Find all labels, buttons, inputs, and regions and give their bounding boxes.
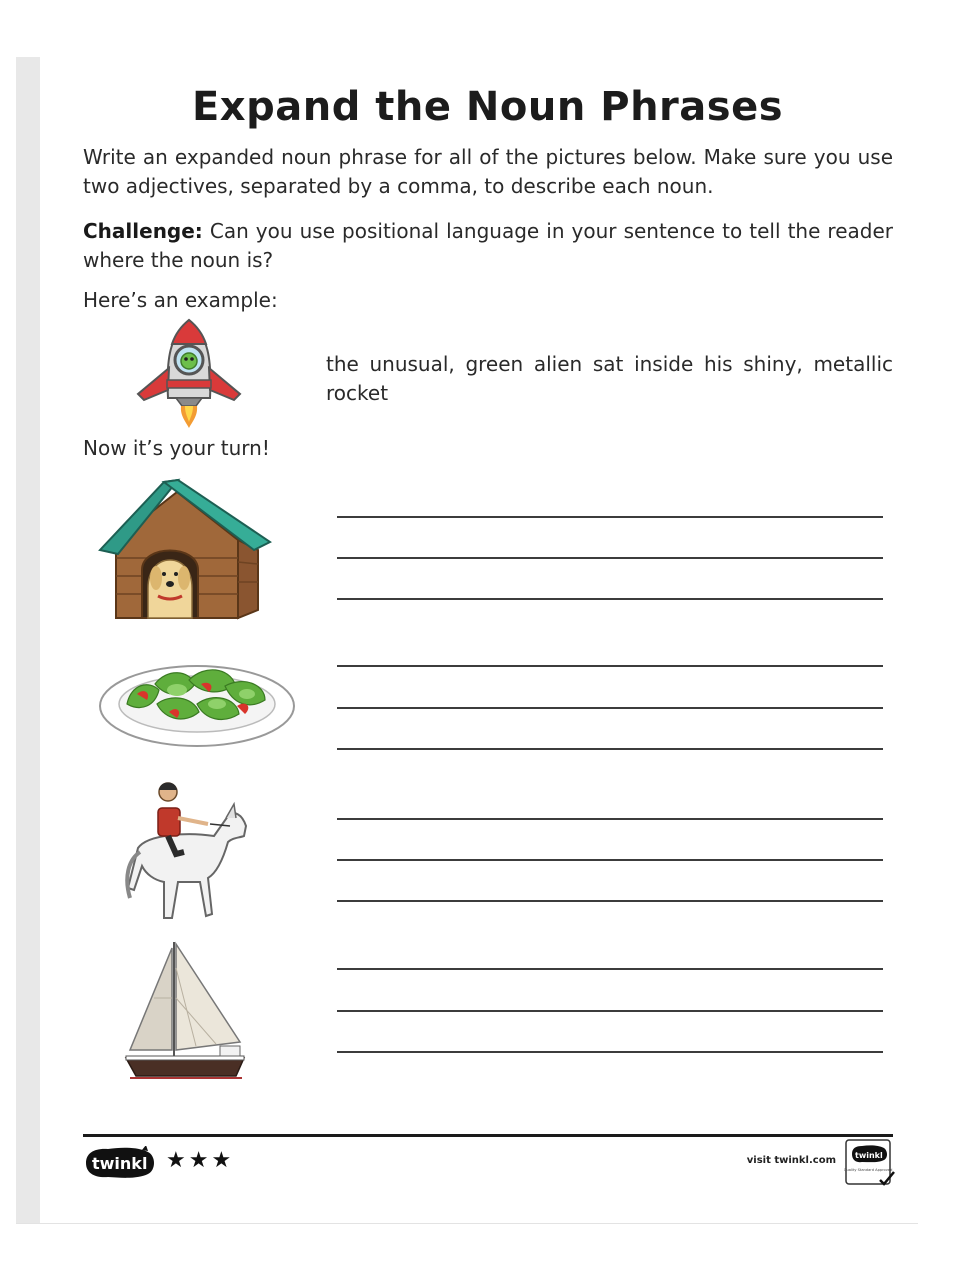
svg-text:twinkl: twinkl [92, 1154, 148, 1173]
challenge-text [83, 217, 893, 275]
svg-text:Quality Standard Approved: Quality Standard Approved [844, 1168, 893, 1172]
page-edge [16, 57, 40, 1223]
quality-badge [844, 1138, 896, 1188]
difficulty-stars: ★★★ [166, 1148, 235, 1173]
writing-line[interactable] [337, 900, 883, 902]
example-sentence: the unusual, green alien sat inside his shiny, metallic rocket [326, 352, 893, 405]
turn-label: Now it’s your turn! [83, 436, 270, 460]
challenge-label: Challenge: [83, 219, 203, 243]
writing-line[interactable] [337, 665, 883, 667]
writing-line[interactable] [337, 859, 883, 861]
horse-rider-icon [118, 778, 250, 928]
writing-line[interactable] [337, 516, 883, 518]
svg-text:twinkl: twinkl [855, 1151, 883, 1160]
writing-line[interactable] [337, 598, 883, 600]
writing-line[interactable] [337, 818, 883, 820]
writing-line[interactable] [337, 1010, 883, 1012]
writing-line[interactable] [337, 557, 883, 559]
challenge-question: Can you use positional language in your sentence to tell the reader where the noun is? [83, 219, 893, 272]
kennel-dog-icon [98, 478, 272, 626]
page-title: Expand the Noun Phrases [191, 84, 784, 130]
writing-line[interactable] [337, 968, 883, 970]
salad-plate-icon [97, 654, 297, 750]
sailboat-icon [124, 938, 246, 1080]
writing-line[interactable] [337, 707, 883, 709]
example-label: Here’s an example: [83, 288, 278, 312]
visit-link[interactable]: visit twinkl.com [746, 1155, 836, 1166]
writing-line[interactable] [337, 1051, 883, 1053]
rocket-icon [134, 318, 244, 430]
instructions-text: Write an expanded noun phrase for all of the pictures below. Make sure you use two adjectives, separated by a comma, to describe each noun. [83, 145, 893, 198]
footer-divider [83, 1134, 893, 1137]
twinkl-logo [82, 1146, 156, 1180]
writing-line[interactable] [337, 748, 883, 750]
